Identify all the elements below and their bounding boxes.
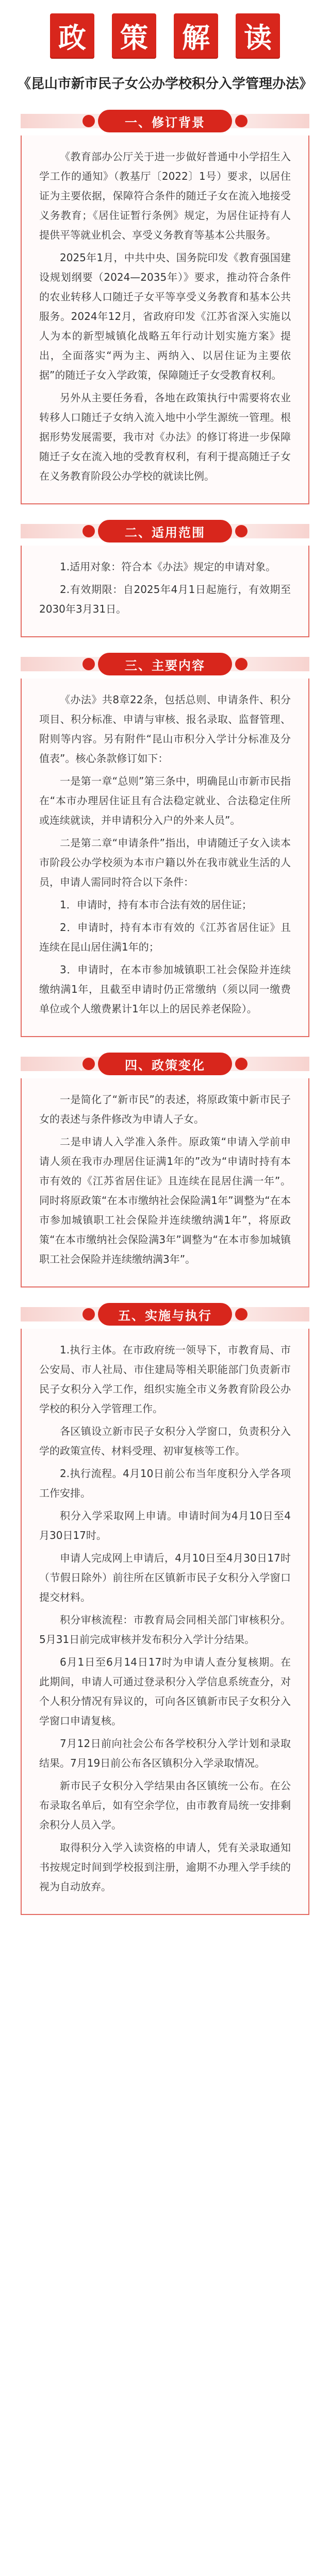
paragraph: 1.适用对象：符合本《办法》规定的申请对象。	[60, 561, 276, 573]
section-title-content: 三、主要内容	[98, 653, 232, 675]
paragraph: 二是申请人入学准入条件。原政策“申请入学前申请人须在我市办理居住证满1年的”改为“申请时持有本市有效的《江苏省居住证》且连续在昆居住满一年”。同时将原政策“在本市缴纳社会保险满1年”调整为“在本市参加城镇职工社会保险并连续缴纳满1年”，将原政策“在本市缴纳社会保险满3年”调整为“在本市参加城镇职工社会保险并连续缴纳满3年”。	[39, 1136, 291, 1265]
section-card-changes	[21, 1078, 309, 1287]
header-char-3: 解	[174, 13, 218, 58]
paragraph: 3．申请时，在本市参加城镇职工社会保险并连续缴纳满1年，且截至申请时仍正常缴纳（须以同一缴费单位或个人缴费累计1年以上的居民养老保险）。	[39, 963, 291, 1015]
paragraph: 1.执行主体。在市政府统一领导下，市教育局、市公安局、市人社局、市住建局等相关职能部门负责新市民子女积分入学工作，组织实施全市义务教育阶段公办学校的积分入学管理工作。	[39, 1344, 291, 1415]
paragraph: 6月1日至6月14日17时为申请人查分复核期。在此期间，申请人可通过登录积分入学信息系统查分，对个人积分情况有异议的，可向各区镇新市民子女积分入学窗口申请复核。	[39, 1656, 291, 1727]
paragraph: 2．申请时，持有本市有效的《江苏省居住证》且连续在昆山居住满1年的；	[39, 921, 291, 953]
paragraph: 申请人完成网上申请后，4月10日至4月30日17时（节假日除外）前往所在区镇新市民子女积分入学窗口提交材料。	[39, 1552, 291, 1603]
section-banner-content	[21, 650, 309, 679]
section-banner-changes	[21, 1049, 309, 1078]
section-card-scope	[21, 546, 309, 637]
header-char-4: 读	[236, 13, 280, 58]
section-card-background	[21, 135, 309, 504]
header	[0, 0, 330, 67]
paragraph: 《办法》共8章22条，包括总则、申请条件、积分项目、积分标准、申请与审核、报名录取、监督管理、附则等内容。另有附件“昆山市积分入学计分标准及分值表”。核心条款修订如下：	[39, 693, 291, 765]
section-banner-implementation	[21, 1300, 309, 1329]
section-banner-background	[21, 107, 309, 135]
paragraph: 另外从主要任务看，各地在政策执行中需要将农业转移人口随迁子女纳入流入地中小学生源统一管理。根据形势发展需要，我市对《办法》的修订将进一步保障随迁子女在流入地的受教育权利，有利于提高随迁子女在义务教育阶段公办学校的就读比例。	[39, 392, 291, 482]
paragraph: 新市民子女积分入学结果由各区镇统一公布。在公布录取名单后，如有空余学位，由市教育局统一安排剩余积分人员入学。	[39, 1780, 291, 1831]
header-char-2: 策	[112, 13, 156, 58]
header-char-1: 政	[50, 13, 94, 58]
paragraph: 积分审核流程：市教育局会同相关部门审核积分。5月31日前完成审核并发布积分入学计分结果。	[39, 1614, 291, 1646]
paragraph: 二是第二章“申请条件”指出，申请随迁子女入读本市阶段公办学校须为本市户籍以外在我市就业生活的人员，申请人需同时符合以下条件：	[39, 837, 291, 888]
paragraph: 各区镇设立新市民子女积分入学窗口，负责积分入学的政策宣传、材料受理、初审复核等工作。	[39, 1425, 291, 1457]
section-title-changes: 四、政策变化	[98, 1053, 232, 1075]
section-banner-scope	[21, 517, 309, 546]
paragraph: 1．申请时，持有本市合法有效的居住证；	[60, 899, 252, 911]
section-title-background: 一、修订背景	[98, 110, 232, 132]
paragraph: 2.执行流程。4月10日前公布当年度积分入学各项工作安排。	[39, 1467, 291, 1499]
paragraph: 一是简化了“新市民”的表述，将原政策中新市民子女的表述与条件修改为申请人子女。	[39, 1093, 291, 1125]
document-title: 《昆山市新市民子女公办学校积分入学管理办法》	[17, 76, 312, 92]
paragraph: 7月12日前向社会公布各学校积分入学计划和录取结果。7月19日前公布各区镇积分入学录取情况。	[39, 1737, 291, 1769]
section-title-implementation: 五、实施与执行	[98, 1303, 232, 1326]
paragraph: 积分入学采取网上申请。申请时间为4月10日至4月30日17时。	[39, 1510, 291, 1541]
section-card-content	[21, 679, 309, 1037]
paragraph: 2.有效期限：自2025年4月1日起施行，有效期至2030年3月31日。	[39, 583, 291, 615]
paragraph: 2025年1月，中共中央、国务院印发《教育强国建设规划纲要（2024—2035年）》要求，推动符合条件的农业转移人口随迁子女平等享受义务教育和基本公共服务。2024年12月，省政府印发《江苏省深入实施以人为本的新型城镇化战略五年行动计划实施方案》提出，全面落实“两为主、两纳入、以居住证为主要依据”的随迁子女入学政策，保障随迁子女受教育权利。	[39, 251, 291, 381]
paragraph: 一是第一章“总则”第三条中，明确昆山市新市民指在“本市办理居住证且有合法稳定就业、合法稳定住所或连续就读，并申请积分入户的外来人员”。	[39, 775, 291, 826]
paragraph: 《教育部办公厅关于进一步做好普通中小学招生入学工作的通知》（教基厅〔2022〕1号）要求，以居住证为主要依据，保障符合条件的随迁子女在流入地接受义务教育；《居住证暂行条例》规定，为居住证持有人提供平等就业机会、享受义务教育等基本公共服务。	[39, 150, 291, 241]
section-title-scope: 二、适用范围	[98, 520, 232, 543]
section-card-implementation	[21, 1329, 309, 1915]
paragraph: 取得积分入学入读资格的申请人，凭有关录取通知书按规定时间到学校报到注册，逾期不办理入学手续的视为自动放弃。	[39, 1841, 291, 1893]
